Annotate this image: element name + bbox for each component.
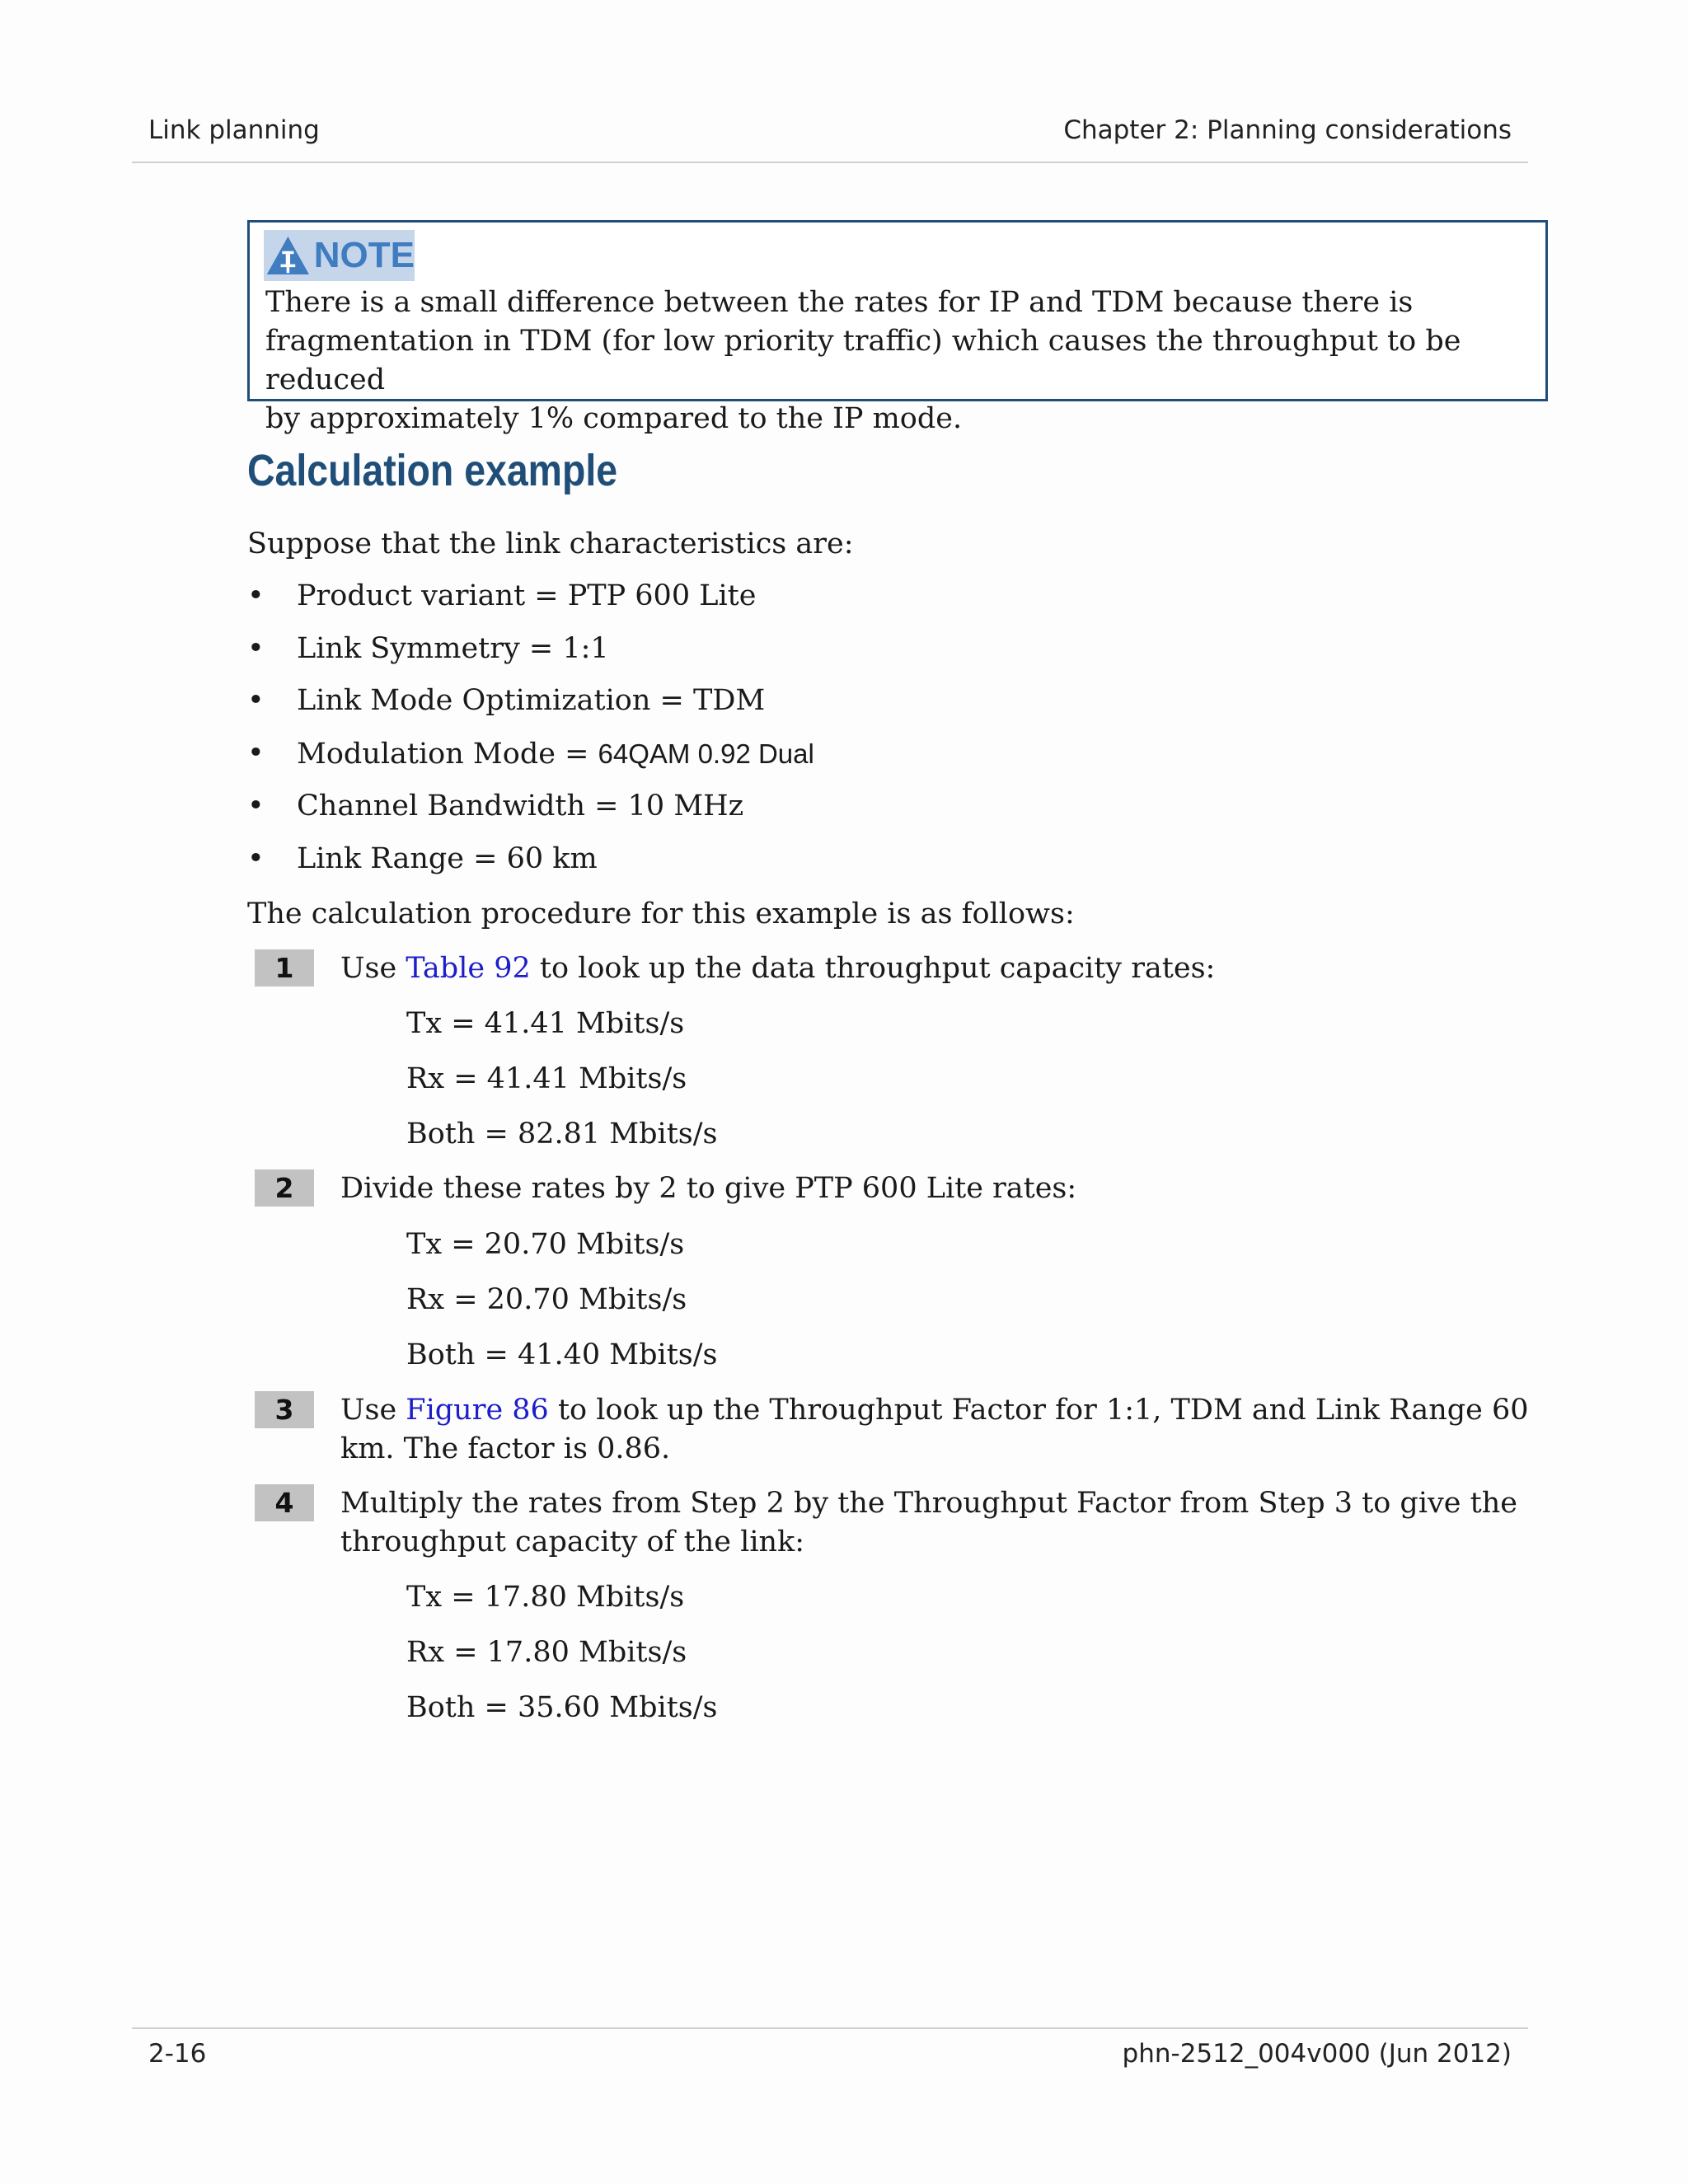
document-id: phn-2512_004v000 (Jun 2012) (1122, 2039, 1512, 2069)
list-item-text (297, 734, 814, 774)
note-line: There is a small difference between the rates for IP and TDM because there is (265, 286, 1414, 319)
list-item-value: PTP 600 Lite (567, 579, 757, 612)
step-text (340, 949, 1215, 988)
rate-both: Both = 41.40 Mbits/s (406, 1338, 718, 1371)
footer-divider (132, 2027, 1528, 2029)
rate-rx: Rx = 41.41 Mbits/s (406, 1062, 687, 1095)
bullet-icon: • (247, 632, 265, 665)
bullet-icon: • (247, 579, 265, 612)
step-number-badge: 3 (255, 1391, 314, 1428)
rate-rx: Rx = 20.70 Mbits/s (406, 1283, 687, 1316)
list-item-label: Link Range = (297, 842, 507, 875)
list-item-value: 60 km (506, 842, 598, 875)
step-text-suffix: to look up the data throughput capacity rates: (530, 952, 1216, 985)
figure-86-link[interactable]: Figure 86 (406, 1394, 549, 1427)
list-item-label: Link Symmetry = (297, 632, 563, 665)
bullet-icon: • (247, 737, 265, 770)
list-item-label: Product variant = (297, 579, 568, 612)
table-92-link[interactable]: Table 92 (406, 952, 531, 985)
list-item-text (297, 577, 756, 616)
note-badge (264, 230, 415, 281)
rate-tx: Tx = 20.70 Mbits/s (406, 1228, 685, 1261)
step-text (340, 1391, 1529, 1430)
step-text-prefix: Use (340, 1394, 406, 1427)
list-item-text (297, 840, 598, 879)
list-item-value: TDM (692, 684, 766, 717)
procedure-intro: The calculation procedure for this example is as follows: (247, 898, 1075, 930)
list-item-label: Link Mode Optimization = (297, 684, 693, 717)
header-section-title: Link planning (148, 115, 320, 145)
note-text (265, 284, 1543, 438)
rate-tx: Tx = 41.41 Mbits/s (406, 1007, 685, 1040)
step-text-prefix: Use (340, 952, 406, 985)
header-chapter-title: Chapter 2: Planning considerations (1063, 115, 1512, 145)
step-text-continuation: km. The factor is 0.86. (340, 1432, 671, 1465)
list-item-label: Modulation Mode = (297, 738, 598, 771)
step-text: Multiply the rates from Step 2 by the Throughput Factor from Step 3 to give the (340, 1487, 1517, 1520)
intro-paragraph: Suppose that the link characteristics are: (247, 527, 854, 560)
list-item-text (297, 630, 609, 668)
header-divider (132, 162, 1528, 163)
warning-triangle-icon (265, 232, 311, 279)
bullet-icon: • (247, 842, 265, 875)
list-item-text (297, 787, 743, 826)
bullet-icon: • (247, 684, 265, 717)
section-heading: Calculation example (247, 446, 618, 495)
rate-both: Both = 82.81 Mbits/s (406, 1118, 718, 1151)
note-label: NOTE (313, 235, 415, 275)
rate-both: Both = 35.60 Mbits/s (406, 1691, 718, 1724)
page-number: 2-16 (148, 2039, 207, 2069)
rate-rx: Rx = 17.80 Mbits/s (406, 1636, 687, 1669)
step-number-badge: 4 (255, 1484, 314, 1521)
step-number-badge: 1 (255, 949, 314, 987)
note-line: by approximately 1% compared to the IP mode. (265, 402, 963, 435)
note-box (247, 220, 1548, 435)
list-item-text (297, 682, 765, 720)
step-text-suffix: to look up the Throughput Factor for 1:1, TDM and Link Range 60 (548, 1394, 1529, 1427)
list-item-value: 64QAM 0.92 Dual (598, 738, 814, 769)
step-text: Divide these rates by 2 to give PTP 600 Lite rates: (340, 1172, 1077, 1205)
note-line: fragmentation in TDM (for low priority traffic) which causes the throughput to be reduced (265, 325, 1461, 396)
page-header (148, 115, 1512, 148)
list-item-label: Channel Bandwidth = (297, 790, 628, 823)
list-item-value: 1:1 (562, 632, 609, 665)
page-footer (148, 2039, 1512, 2072)
list-item-value: 10 MHz (627, 790, 744, 823)
step-text-continuation: throughput capacity of the link: (340, 1526, 805, 1558)
bullet-icon: • (247, 790, 265, 823)
step-number-badge: 2 (255, 1169, 314, 1207)
rate-tx: Tx = 17.80 Mbits/s (406, 1581, 685, 1614)
